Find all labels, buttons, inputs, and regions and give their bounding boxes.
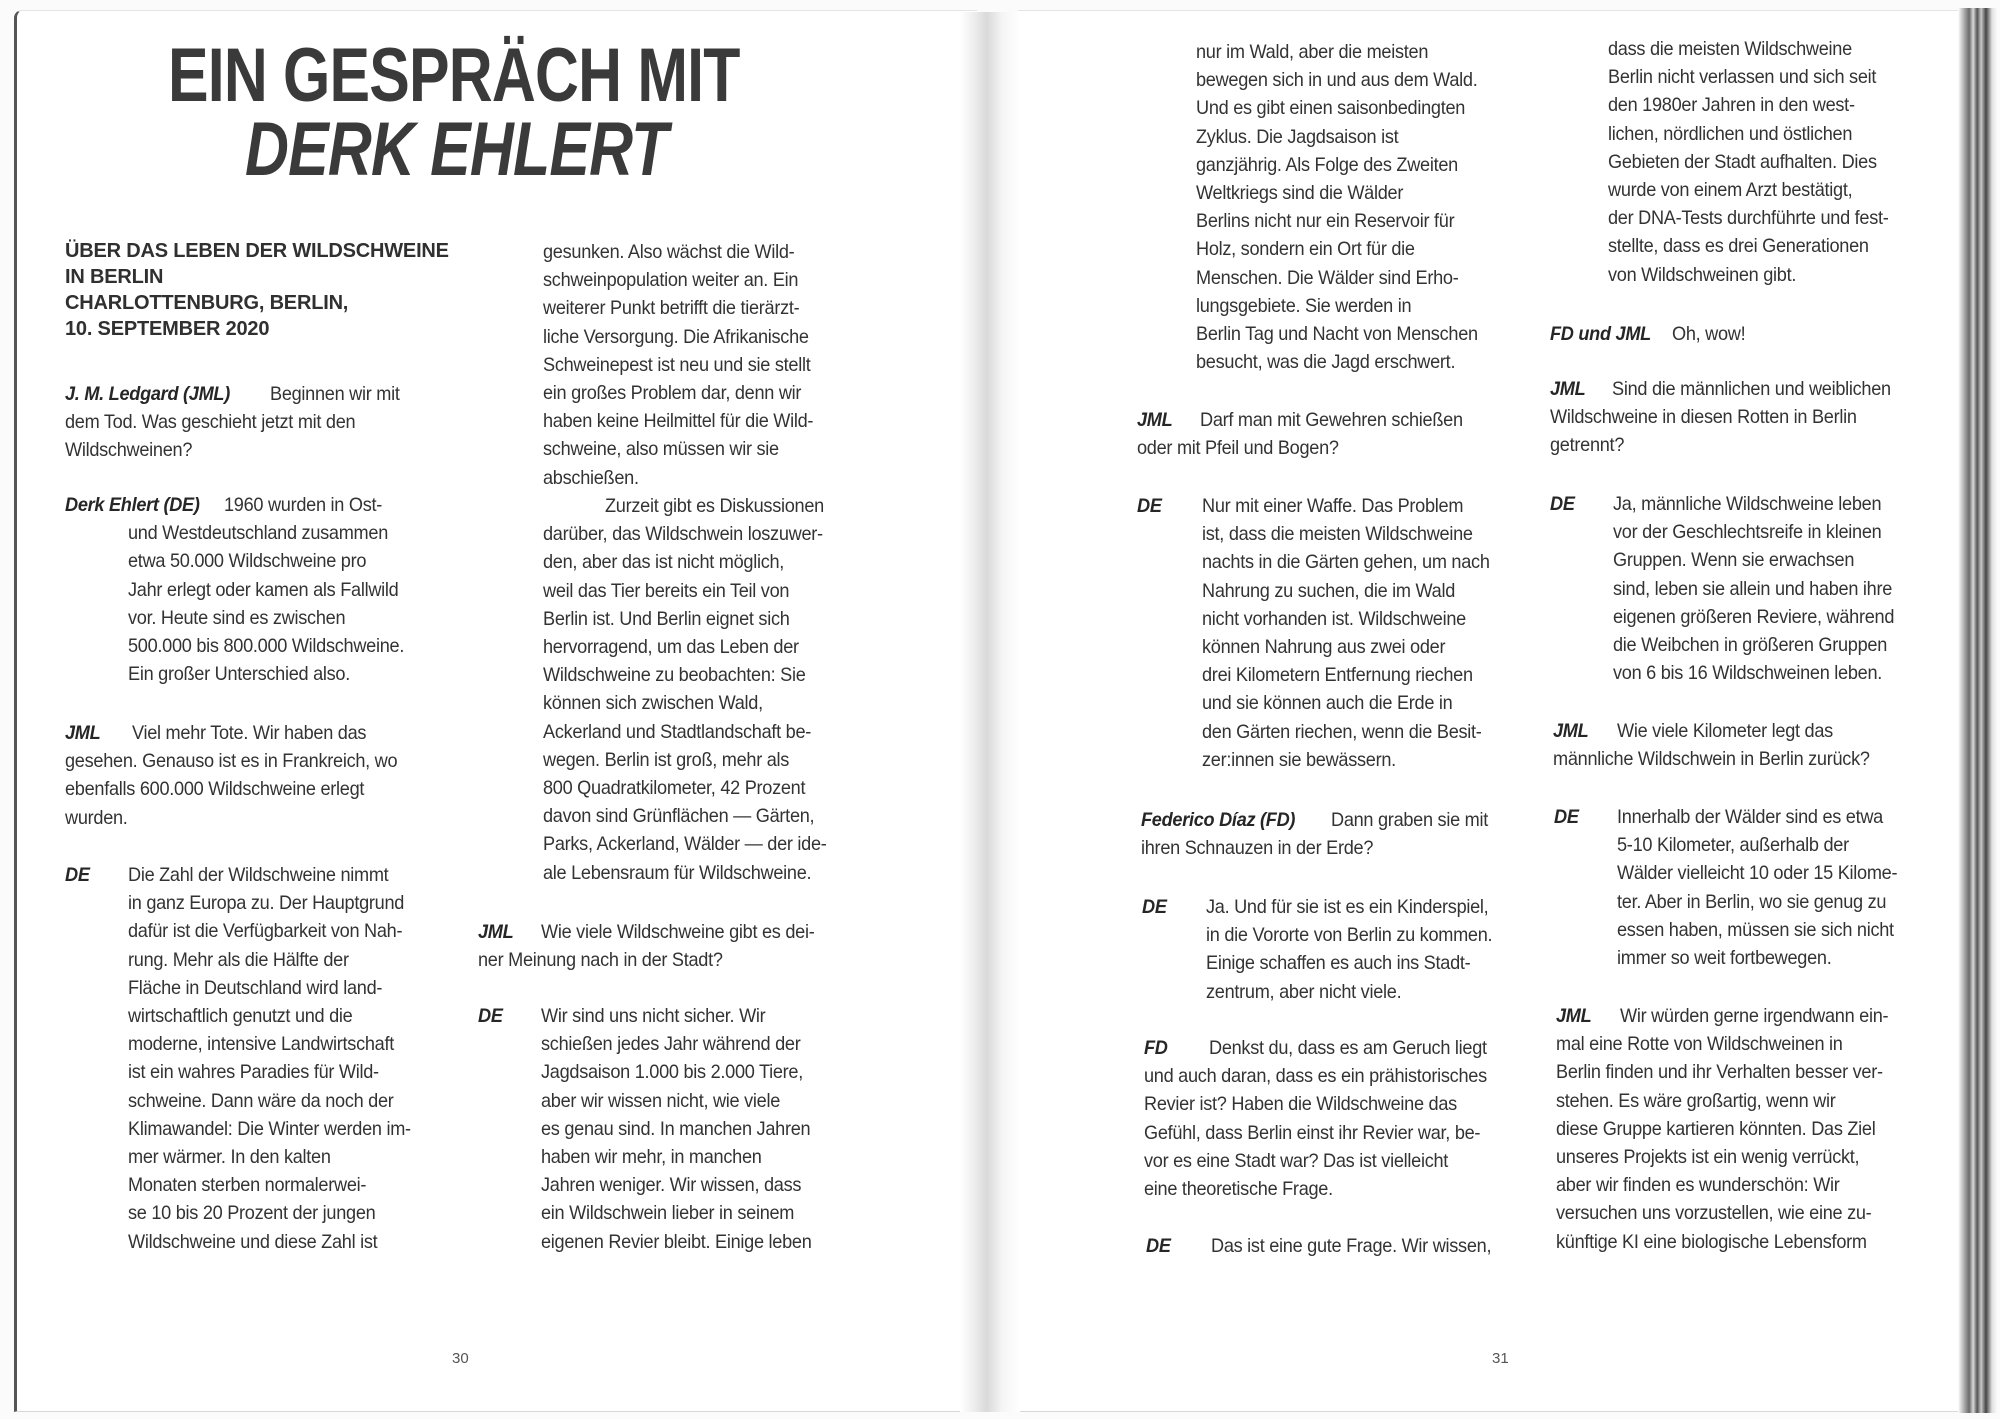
interview-text: und sie können auch die Erde in [1202, 692, 1453, 715]
interview-text: ein Wildschwein lieber in seinem [541, 1202, 795, 1225]
interview-text: haben keine Heilmittel für die Wild- [543, 410, 814, 433]
speaker-label: JML [478, 921, 514, 943]
interview-text: den 1980er Jahren in den west- [1608, 94, 1855, 117]
interview-text: Wildschweine zu beobachten: Sie [543, 664, 806, 687]
speaker-label: DE [1550, 493, 1575, 515]
article-subheading-line: CHARLOTTENBURG, BERLIN, [65, 292, 349, 314]
interview-text: Wildschweine in diesen Rotten in Berlin [1550, 406, 1857, 429]
book-gutter [960, 12, 1020, 1412]
article-subheading-line: 10. SEPTEMBER 2020 [65, 318, 270, 340]
interview-text: haben wir mehr, in manchen [541, 1146, 762, 1168]
speaker-label: Derk Ehlert (DE) [65, 494, 200, 516]
interview-text: künftige KI eine biologische Lebensform [1556, 1230, 1867, 1253]
interview-text: diese Gruppe kartieren könnten. Das Ziel [1556, 1117, 1876, 1140]
interview-text: von 6 bis 16 Wildschweinen leben. [1613, 662, 1883, 685]
interview-text: gesehen. Genauso ist es in Frankreich, wo [65, 750, 398, 773]
interview-text: besucht, was die Jagd erschwert. [1196, 351, 1456, 374]
interview-text: Innerhalb der Wälder sind es etwa [1617, 806, 1883, 828]
interview-text: Ackerland und Stadtlandschaft be- [543, 720, 812, 743]
interview-text: Die Zahl der Wildschweine nimmt [128, 864, 389, 886]
interview-text: Berlin ist. Und Berlin eignet sich [543, 607, 790, 630]
interview-text: versuchen uns vorzustellen, wie eine zu- [1556, 1202, 1872, 1225]
interview-text: schweinpopulation weiter an. Ein [543, 269, 799, 292]
interview-text: vor es eine Stadt war? Das ist vielleicht [1144, 1149, 1449, 1172]
interview-text: 800 Quadratkilometer, 42 Prozent [543, 777, 806, 799]
interview-text: 5-10 Kilometer, außerhalb der [1617, 834, 1849, 857]
interview-text: davon sind Grünflächen — Gärten, [543, 805, 815, 828]
interview-text: nur im Wald, aber die meisten [1196, 41, 1429, 63]
interview-text: in die Vororte von Berlin zu kommen. [1206, 924, 1493, 947]
interview-text: Holz, sondern ein Ort für die [1196, 238, 1415, 261]
interview-text: lungsgebiete. Sie werden in [1196, 294, 1412, 317]
interview-text: Fläche in Deutschland wird land- [128, 976, 383, 999]
interview-text: aber wir finden es wunderschön: Wir [1556, 1174, 1840, 1197]
interview-text: wirtschaftlich genutzt und die [128, 1005, 353, 1027]
interview-text: essen haben, müssen sie sich nicht [1617, 918, 1894, 941]
interview-text: hervorragend, um das Leben der [543, 636, 799, 658]
interview-text: ganzjährig. Als Folge des Zweiten [1196, 153, 1458, 176]
interview-text: Wir sind uns nicht sicher. Wir [541, 1005, 766, 1027]
interview-text: abschießen. [543, 466, 639, 489]
interview-text: eigenen größeren Reviere, während [1613, 605, 1895, 628]
interview-text: dem Tod. Was geschieht jetzt mit den [65, 411, 356, 434]
speaker-label: JML [65, 722, 101, 744]
article-title-line-2: DERK EHLERT [245, 107, 668, 192]
interview-text: die Weibchen in größeren Gruppen [1613, 634, 1888, 656]
page-edges [1958, 8, 1998, 1413]
interview-text: Schweinepest ist neu und sie stellt [543, 353, 811, 376]
interview-text: getrennt? [1550, 434, 1625, 457]
interview-text: schießen jedes Jahr während der [541, 1033, 801, 1056]
speaker-label: FD und JML [1550, 323, 1651, 345]
interview-text: Wildschweinen? [65, 439, 193, 462]
article-subheading-line: IN BERLIN [65, 266, 164, 288]
interview-text: Gruppen. Wenn sie erwachsen [1613, 549, 1855, 572]
interview-text: können sich zwischen Wald, [543, 692, 763, 715]
interview-text: ebenfalls 600.000 Wildschweine erlegt [65, 778, 365, 801]
interview-text: weil das Tier bereits ein Teil von [543, 579, 790, 602]
speaker-label: J. M. Ledgard (JML) [65, 383, 230, 405]
interview-text: ist ein wahres Paradies für Wild- [128, 1061, 379, 1084]
speaker-label: DE [65, 864, 90, 886]
interview-text: Denkst du, dass es am Geruch liegt [1209, 1037, 1487, 1059]
interview-text: dafür ist die Verfügbarkeit von Nah- [128, 920, 403, 943]
interview-text: mal eine Rotte von Wildschweinen in [1556, 1033, 1843, 1056]
interview-text: und auch daran, dass es ein prähistorisches [1144, 1065, 1487, 1088]
interview-text: Weltkriegs sind die Wälder [1196, 182, 1404, 204]
interview-text: Klimawandel: Die Winter werden im- [128, 1117, 411, 1140]
interview-text: Zurzeit gibt es Diskussionen [605, 495, 824, 517]
interview-text: Einige schaffen es auch ins Stadt- [1206, 952, 1471, 975]
interview-text: Und es gibt einen saisonbedingten [1196, 97, 1466, 120]
interview-text: stehen. Es wäre großartig, wenn wir [1556, 1089, 1836, 1112]
interview-text: und Westdeutschland zusammen [128, 522, 389, 545]
interview-text: Dann graben sie mit [1331, 809, 1488, 831]
interview-text: ihren Schnauzen in der Erde? [1141, 837, 1374, 860]
speaker-label: DE [1554, 806, 1579, 828]
interview-text: Ja, männliche Wildschweine leben [1613, 493, 1882, 515]
interview-text: Berlin finden und ihr Verhalten besser ver- [1556, 1061, 1883, 1084]
interview-text: wurde von einem Arzt bestätigt, [1608, 179, 1853, 201]
interview-text: den, aber das ist nicht möglich, [543, 551, 785, 574]
interview-text: vor der Geschlechtsreife in kleinen [1613, 521, 1882, 544]
interview-text: Menschen. Die Wälder sind Erho- [1196, 266, 1459, 289]
speaker-label: JML [1550, 378, 1586, 400]
interview-text: se 10 bis 20 Prozent der jungen [128, 1202, 376, 1225]
interview-text: ist, dass die meisten Wildschweine [1202, 523, 1473, 546]
interview-text: Wir würden gerne irgendwann ein- [1620, 1005, 1889, 1027]
interview-text: dass die meisten Wildschweine [1608, 38, 1852, 60]
speaker-label: FD [1144, 1037, 1168, 1059]
interview-text: Das ist eine gute Frage. Wir wissen, [1211, 1235, 1492, 1257]
interview-text: bewegen sich in und aus dem Wald. [1196, 69, 1478, 92]
interview-text: von Wildschweinen gibt. [1608, 263, 1797, 286]
page-number-left: 30 [452, 1350, 469, 1367]
interview-text: Gebieten der Stadt aufhalten. Dies [1608, 150, 1877, 173]
speaker-label: DE [1137, 495, 1162, 517]
interview-text: ner Meinung nach in der Stadt? [478, 949, 723, 972]
interview-text: Jahren weniger. Wir wissen, dass [541, 1174, 802, 1197]
interview-text: rung. Mehr als die Hälfte der [128, 948, 349, 971]
interview-text: vor. Heute sind es zwischen [128, 606, 346, 629]
interview-text: Gefühl, dass Berlin einst ihr Revier war, be- [1144, 1121, 1481, 1144]
interview-text: Beginnen wir mit [270, 383, 400, 405]
interview-text: eine theoretische Frage. [1144, 1178, 1333, 1200]
interview-text: Wie viele Kilometer legt das [1617, 720, 1833, 742]
interview-text: Ja. Und für sie ist es ein Kinderspiel, [1206, 896, 1489, 918]
interview-text: Jahr erlegt oder kamen als Fallwild [128, 578, 399, 601]
interview-text: Darf man mit Gewehren schießen [1200, 409, 1463, 431]
speaker-label: JML [1137, 409, 1173, 431]
speaker-label: JML [1556, 1005, 1592, 1027]
interview-text: Jagdsaison 1.000 bis 2.000 Tiere, [541, 1061, 803, 1084]
interview-text: männliche Wildschwein in Berlin zurück? [1553, 748, 1870, 771]
interview-text: zer:innen sie bewässern. [1202, 748, 1396, 771]
interview-text: der DNA-Tests durchführte und fest- [1608, 207, 1889, 230]
interview-text: den Gärten riechen, wenn die Besit- [1202, 720, 1482, 743]
interview-text: Nahrung zu suchen, die im Wald [1202, 579, 1456, 602]
interview-text: Revier ist? Haben die Wildschweine das [1144, 1093, 1457, 1116]
interview-text: moderne, intensive Landwirtschaft [128, 1033, 394, 1056]
interview-text: liche Versorgung. Die Afrikanische [543, 325, 809, 348]
interview-text: unseres Projekts ist ein wenig verrückt, [1556, 1146, 1860, 1168]
interview-text: mer wärmer. In den kalten [128, 1146, 331, 1168]
interview-text: oder mit Pfeil und Bogen? [1137, 437, 1339, 460]
interview-text: schweine, also müssen wir sie [543, 438, 779, 461]
interview-text: Wie viele Wildschweine gibt es dei- [541, 921, 815, 943]
interview-text: Nur mit einer Waffe. Das Problem [1202, 495, 1464, 517]
speaker-label: DE [478, 1005, 503, 1027]
interview-text: sind, leben sie allein und haben ihre [1613, 577, 1893, 600]
interview-text: zentrum, aber nicht viele. [1206, 980, 1402, 1003]
interview-text: drei Kilometern Entfernung riechen [1202, 664, 1473, 687]
speaker-label: DE [1146, 1235, 1171, 1257]
interview-text: Wildschweine und diese Zahl ist [128, 1230, 378, 1253]
interview-text: ter. Aber in Berlin, wo sie genug zu [1617, 890, 1887, 913]
interview-text: Viel mehr Tote. Wir haben das [132, 722, 367, 744]
speaker-label: JML [1553, 720, 1589, 742]
interview-text: immer so weit fortbewegen. [1617, 947, 1832, 969]
interview-text: 500.000 bis 800.000 Wildschweine. [128, 635, 405, 657]
interview-text: stellte, dass es drei Generationen [1608, 235, 1869, 258]
interview-text: es genau sind. In manchen Jahren [541, 1117, 811, 1140]
interview-text: schweine. Dann wäre da noch der [128, 1089, 394, 1112]
interview-text: Monaten sterben normalerwei- [128, 1174, 367, 1197]
interview-text: Wälder vielleicht 10 oder 15 Kilome- [1617, 862, 1898, 885]
page-number-right: 31 [1492, 1350, 1509, 1367]
interview-text: etwa 50.000 Wildschweine pro [128, 550, 367, 573]
interview-text: ein großes Problem dar, denn wir [543, 382, 802, 404]
interview-text: Parks, Ackerland, Wälder — der ide- [543, 833, 827, 856]
interview-text: wegen. Berlin ist groß, mehr als [543, 748, 790, 771]
interview-text: Zyklus. Die Jagdsaison ist [1196, 125, 1399, 148]
article-subheading-line: ÜBER DAS LEBEN DER WILDSCHWEINE [65, 240, 449, 262]
interview-text: Sind die männlichen und weiblichen [1612, 378, 1891, 400]
interview-text: Ein großer Unterschied also. [128, 663, 351, 686]
interview-text: Berlins nicht nur ein Reservoir für [1196, 210, 1455, 233]
interview-text: nicht vorhanden ist. Wildschweine [1202, 607, 1466, 630]
interview-text: eigenen Revier bleibt. Einige leben [541, 1230, 812, 1253]
interview-text: weiterer Punkt betrifft die tierärzt- [543, 297, 800, 320]
interview-text: können Nahrung aus zwei oder [1202, 636, 1446, 658]
speaker-label: Federico Díaz (FD) [1141, 809, 1296, 831]
interview-text: wurden. [65, 806, 128, 829]
interview-text: aber wir wissen nicht, wie viele [541, 1089, 781, 1112]
interview-text: Berlin Tag und Nacht von Menschen [1196, 323, 1478, 345]
interview-text: darüber, das Wildschwein loszuwer- [543, 523, 823, 546]
article-title-line-1: EIN GESPRÄCH MIT [168, 33, 740, 118]
interview-text: nachts in die Gärten gehen, um nach [1202, 551, 1490, 574]
interview-text: 1960 wurden in Ost- [224, 494, 383, 516]
interview-text: in ganz Europa zu. Der Hauptgrund [128, 892, 405, 915]
interview-text: Oh, wow! [1672, 323, 1746, 345]
speaker-label: DE [1142, 896, 1167, 918]
interview-text: gesunken. Also wächst die Wild- [543, 241, 795, 263]
interview-text: ale Lebensraum für Wildschweine. [543, 861, 812, 884]
interview-text: Berlin nicht verlassen und sich seit [1608, 66, 1877, 89]
interview-text: lichen, nördlichen und östlichen [1608, 122, 1853, 145]
